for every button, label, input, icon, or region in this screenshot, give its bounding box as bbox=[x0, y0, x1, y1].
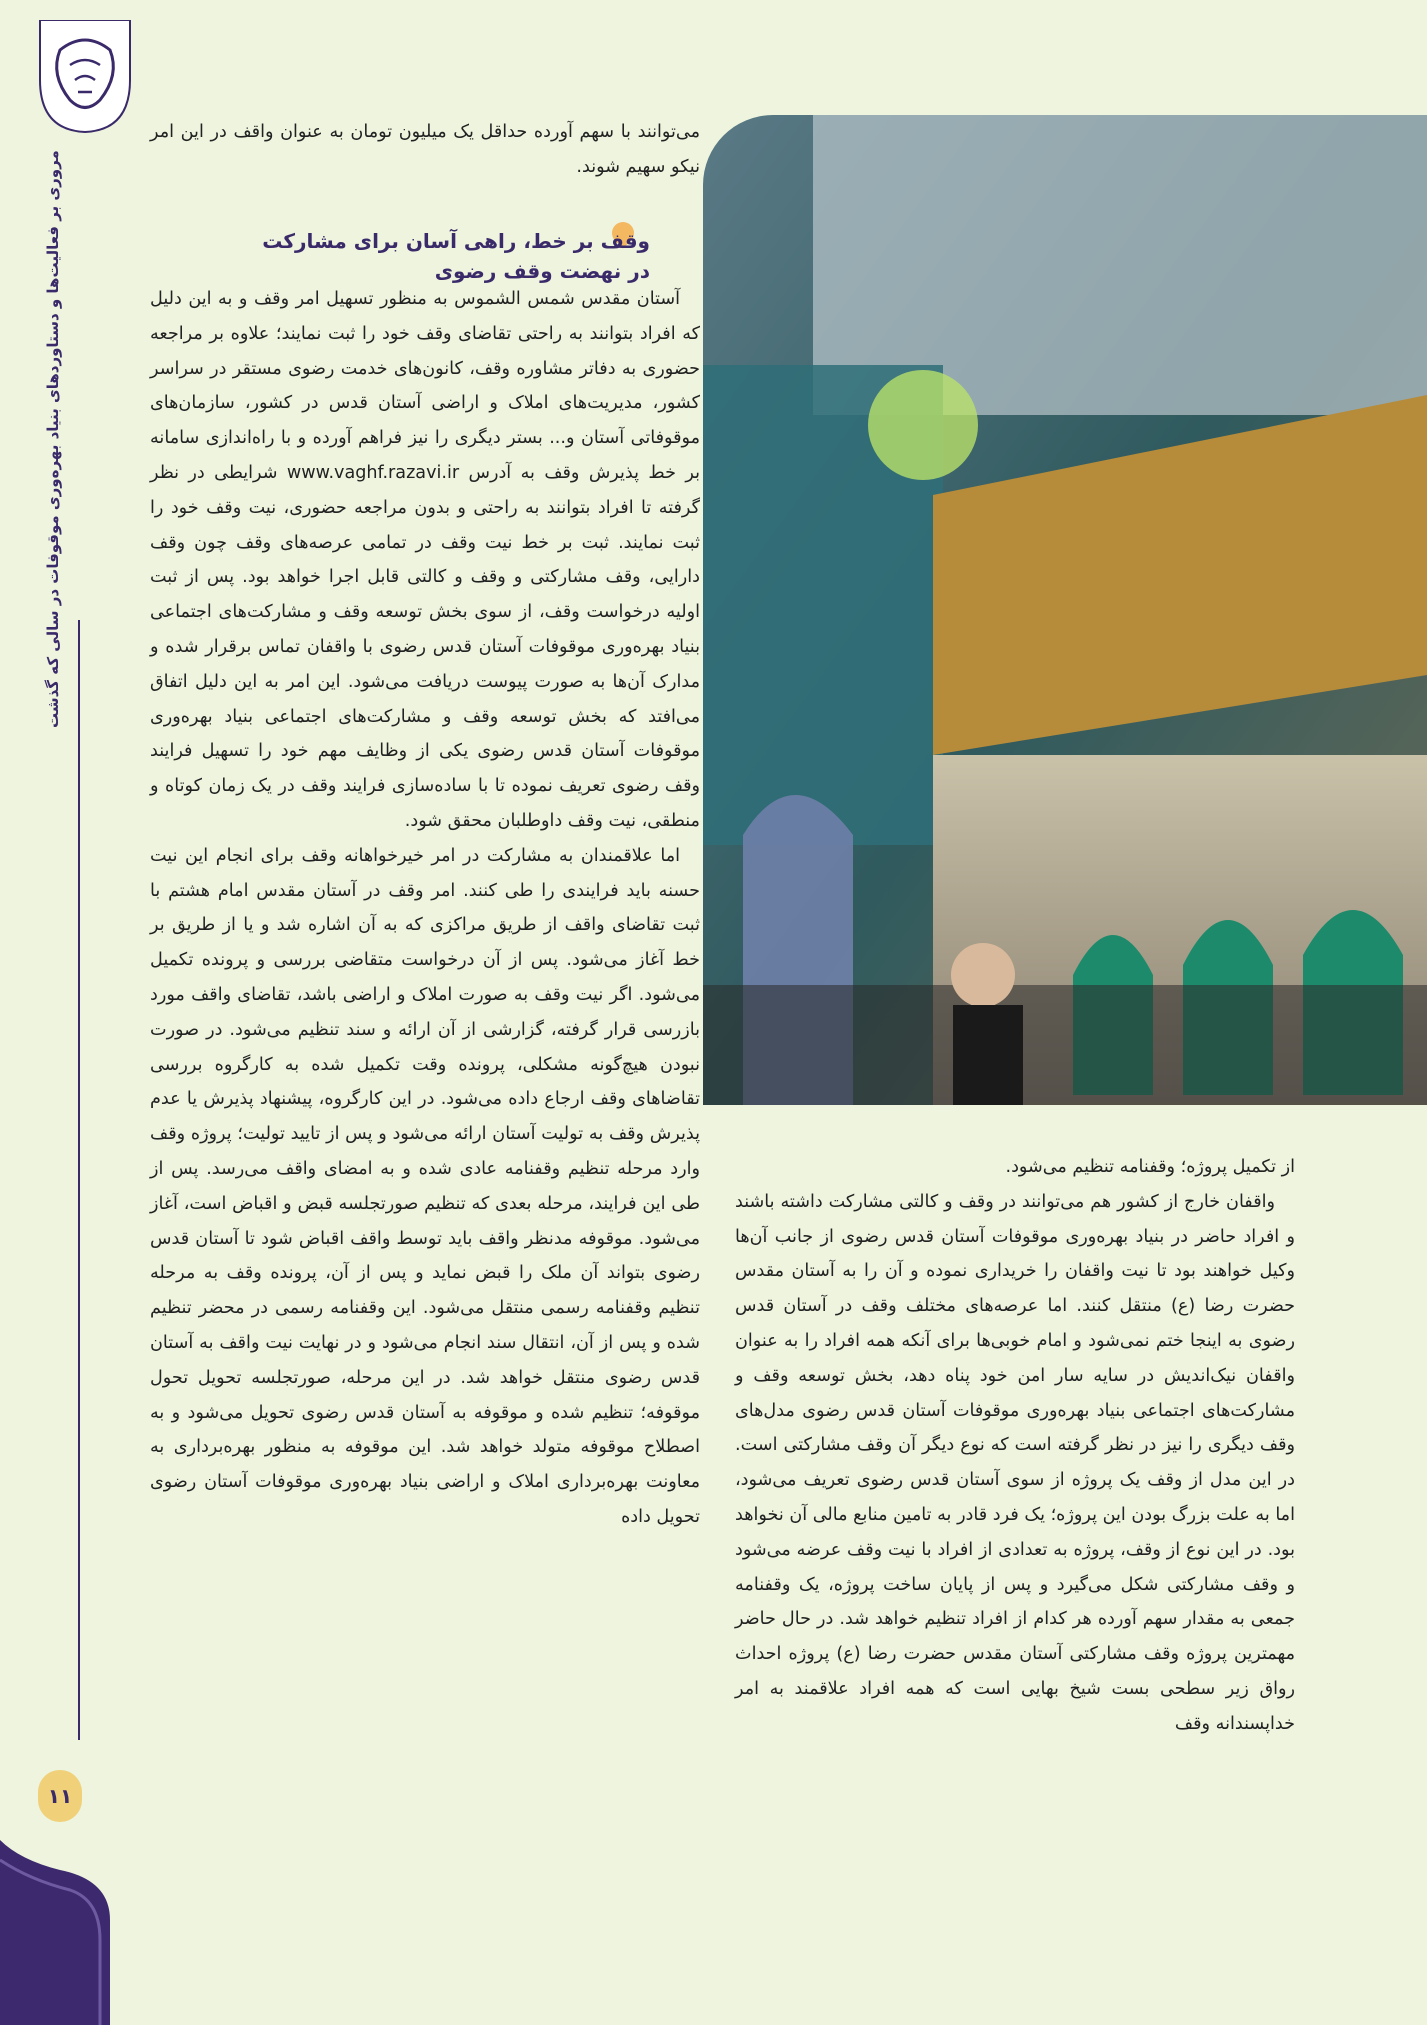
left-rail bbox=[0, 0, 150, 2025]
intro-paragraph: می‌توانند با سهم آورده حداقل یک میلیون تومان به عنوان واقف در این امر نیکو سهیم شوند. bbox=[150, 122, 700, 177]
continuation-paragraph: از تکمیل پروژه؛ وقفنامه تنظیم می‌شود. bbox=[1005, 1157, 1295, 1177]
section-heading bbox=[160, 226, 650, 286]
continuation-column bbox=[735, 1150, 1295, 1742]
main-text-column bbox=[150, 282, 700, 1535]
body-paragraph: اما علاقمندان به مشارکت در امر خیرخواهانه وقف برای انجام این نیت حسنه باید فرایندی را طی کنند. امر وقف در آستان مقدس امام هشتم با ثبت تقاضای واقف از طریق مراکزی که به آن اشاره شد و یا از طریق بر خط آغاز می‌شود. پس از آن درخواست متقاضی بررسی و پرونده تکمیل می‌شود. اگر نیت وقف به صورت املاک و اراضی باشد، تقاضای واقف مورد بازرسی قرار گرفته، گزارشی از آن ارائه و سند تنظیم می‌شود. در صورت نبودن هیچ‌گونه مشکلی، پرونده وقت تکمیل شده به کارگروه بررسی تقاضاهای وقف ارجاع داده می‌شود. در این کارگروه، پیشنهاد پذیرش یا عدم پذیرش وقف به تولیت آستان ارائه می‌شود و پس از تایید تولیت؛ پروژه وقف وارد مرحله تنظیم وقفنامه عادی شده و به امضای واقف می‌رسد. پس از طی این فرایند، مرحله بعدی که تنظیم صورتجلسه قبض و اقباض است، آغاز می‌شود. موقوفه مدنظر واقف باید توسط واقف اقباض شود تا آستان قدس رضوی بتواند آن ملک را قبض نماید و پس از آن، پرونده وقف به مرحله تنظیم وقفنامه رسمی منتقل می‌شود. این وقفنامه رسمی در محضر تنظیم شده و پس از آن، انتقال سند انجام می‌شود و در نهایت نیت واقف به آستان قدس رضوی منتقل خواهد شد. در این مرحله، صورتجلسه تحویل تحول موقوفه؛ تنظیم شده و موقوفه به آستان قدس رضوی تحویل می‌شود و به اصطلاح موقوفه متولد خواهد شد. این موقوفه به منظور بهره‌برداری به معاونت بهره‌برداری املاک و اراضی بنیاد بهره‌وری موقوفات آستان رضوی تحویل داده bbox=[150, 845, 700, 1527]
magazine-logo bbox=[30, 20, 140, 135]
continuation-paragraph: واقفان خارج از کشور هم می‌توانند در وقف و کالتی مشارکت داشته باشند و افراد حاضر در بنیاد بهره‌وری موقوفات آستان قدس رضوی از جانب آن‌ها وکیل خواهند بود تا نیت واقفان را خریداری نموده و آن را به آستان مقدس حضرت رضا (ع) منتقل کنند. اما عرصه‌های مختلف وقف در آستان قدس رضوی به اینجا ختم نمی‌شود و امام خوبی‌ها برای آنکه همه افراد را به عنوان واقفان نیک‌اندیش در سایه سار امن خود پناه دهد، بخش توسعه وقف و مشارکت‌های اجتماعی بنیاد بهره‌وری موقوفات آستان قدس رضوی مدل‌های وقف دیگری را نیز در نظر گرفته است که نوع دیگر آن وقف مشارکتی است. در این مدل از وقف یک پروژه از سوی آستان قدس رضوی تعریف می‌شود، اما به علت بزرگ بودن این پروژه؛ یک فرد قادر به تامین منابع مالی آن نخواهد بود. در این نوع از وقف، پروژه به تعدادی از افراد با نیت وقف عرضه می‌شود و وقف مشارکتی شکل می‌گیرد و پس از پایان ساخت پروژه، یک وقفنامه جمعی به مقدار سهم آورده هر کدام از افراد تنظیم خواهد شد. در حال حاضر مهمترین پروژه وقف مشارکتی آستان مقدس حضرت رضا (ع) پروژه احداث رواق زیر سطحی بست شیخ بهایی است که همه افراد علاقمند به امر خداپسندانه وقف bbox=[735, 1191, 1295, 1734]
intro-text bbox=[150, 115, 700, 185]
page-number: ۱۱ bbox=[38, 1770, 82, 1822]
shrine-photo bbox=[703, 115, 1427, 1105]
body-paragraph: آستان مقدس شمس الشموس به منظور تسهیل امر وقف و به این دلیل که افراد بتوانند به راحتی تقاضای وقف خود را ثبت نمایند؛ علاوه بر مراجعه حضوری به دفاتر مشاوره وقف، کانون‌های خدمت رضوی مستقر در سراسر کشور، مدیریت‌های املاک و اراضی آستان قدس در کشور، سازمان‌های موقوفاتی آستان و... بستر دیگری را نیز فراهم آورده و با راه‌اندازی سامانه بر خط پذیرش وقف به آدرس www.vaghf.razavi.ir شرایطی در نظر گرفته تا افراد بتوانند به راحتی و بدون مراجعه حضوری، نیت وقف خود را ثبت نمایند. ثبت بر خط نیت وقف در تمامی عرصه‌های وقف چون وقف دارایی، وقف مشارکتی و وقف و کالتی قابل اجرا خواهد بود. پس از ثبت اولیه درخواست وقف، از سوی بخش توسعه وقف و مشارکت‌های اجتماعی بنیاد بهره‌وری موقوفات آستان قدس رضوی با واقفان تماس برقرار شده و مدارک آن‌ها به صورت پیوست دریافت می‌شود. این امر به این دلیل اتفاق می‌افتد که بخش توسعه وقف و مشارکت‌های اجتماعی بنیاد بهره‌وری موقوفات آستان قدس رضوی یکی از وظایف مهم خود را تسهیل فرایند وقف رضوی تعریف نموده تا با ساده‌سازی فرایند وقف در یک زمان کوتاه و منطقی، نیت وقف داوطلبان محقق شود. bbox=[150, 289, 701, 831]
heading-line-2: در نهضت وقف رضوی bbox=[434, 259, 650, 283]
heading-line-1: وقف بر خط، راهی آسان برای مشارکت bbox=[262, 229, 650, 253]
rail-divider bbox=[78, 620, 80, 1740]
running-title: مروری بر فعالیت‌ها و دستاوردهای بنیاد بهره‌وری موقوفات در سالی که گذشت bbox=[44, 150, 62, 728]
corner-ornament bbox=[0, 1840, 150, 2025]
